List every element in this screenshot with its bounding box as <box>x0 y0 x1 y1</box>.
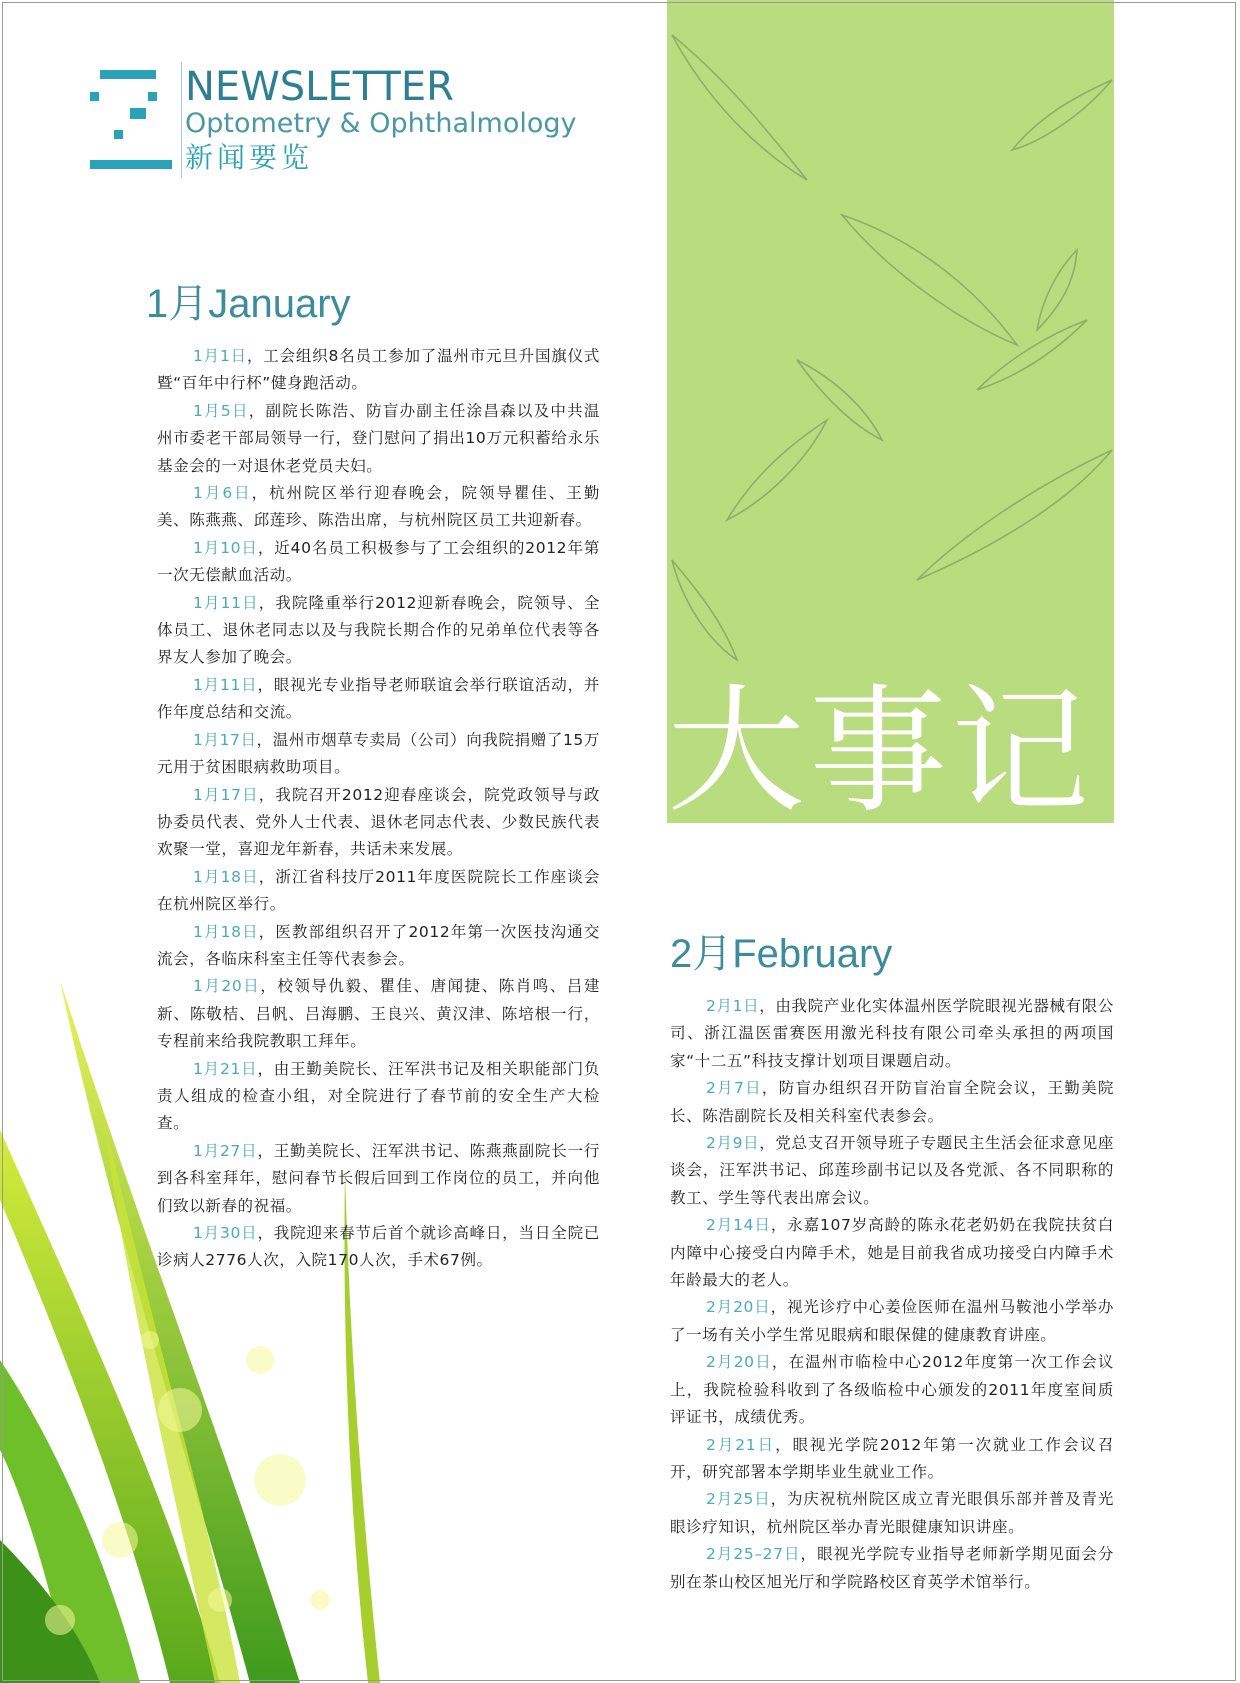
news-entry <box>157 480 600 535</box>
news-entry <box>157 590 600 672</box>
entry-date: 2月21日 <box>706 1435 776 1454</box>
entry-date: 1月20日 <box>193 977 261 996</box>
entry-text: ，工会组织8名员工参加了温州市元旦升国旗仪式暨“百年中行杯”健身跑活动。 <box>157 347 600 393</box>
entry-date: 2月20日 <box>706 1298 771 1317</box>
news-entry <box>157 919 600 974</box>
entry-text: ，医教部组织召开了2012年第一次医技沟通交流会，各临床科室主任等代表参会。 <box>157 922 600 968</box>
january-column <box>157 343 600 1275</box>
news-entry <box>157 782 600 864</box>
entry-date: 1月1日 <box>193 347 247 365</box>
news-entry <box>670 1541 1114 1596</box>
newsletter-subtitle: Optometry & Ophthalmology <box>185 108 577 139</box>
news-entry <box>670 1212 1114 1294</box>
news-entry <box>157 1056 600 1138</box>
entry-text: ，视光诊疗中心姜俭医师在温州马鞍池小学举办了一场有关小学生常见眼病和眼保健的健康教育讲座。 <box>670 1298 1114 1344</box>
logo-divider <box>181 62 182 178</box>
entry-text: ，杭州院区举行迎春晚会，院领导瞿佳、王勤美、陈燕燕、邱莲珍、陈浩出席，与杭州院区员工共迎新春。 <box>157 484 600 530</box>
entry-text: ，由我院产业化实体温州医学院眼视光器械有限公司、浙江温医雷赛医用激光科技有限公司牵头承担的两项国家“十二五”科技支撑计划项目课题启动。 <box>670 997 1115 1070</box>
entry-date: 2月25日 <box>706 1490 771 1509</box>
news-entry <box>670 1432 1114 1487</box>
entry-date: 1月27日 <box>193 1141 258 1160</box>
newsletter-logo-icon <box>90 70 172 170</box>
entry-text: ，眼视光专业指导老师联谊会举行联谊活动，并作年度总结和交流。 <box>157 675 600 722</box>
news-entry <box>157 398 600 480</box>
entry-text: ，防盲办组织召开防盲治盲全院会议，王勤美院长、陈浩副院长及相关科室代表参会。 <box>670 1079 1114 1125</box>
entry-date: 2月7日 <box>706 1079 762 1098</box>
entry-text: ，我院召开2012迎春座谈会，院党政领导与政协委员代表、党外人士代表、退休老同志代表、少数民族代表欢聚一堂，喜迎龙年新春，共话未来发展。 <box>157 785 600 859</box>
entry-text: ，校领导仇毅、瞿佳、唐闻捷、陈肖鸣、吕建新、陈敬桔、吕帆、吕海鹏、王良兴、黄汉津、陈培根一行，专程前来给我院教职工拜年。 <box>157 977 600 1051</box>
news-entry <box>157 727 600 782</box>
entry-text: ，眼视光学院专业指导老师新学期见面会分别在茶山校区旭光厅和学院路校区育英学术馆举行。 <box>670 1545 1115 1591</box>
entry-text: ，王勤美院长、汪军洪书记、陈燕燕副院长一行到各科室拜年，慰问春节长假后回到工作岗位的员工，并向他们致以新春的祝福。 <box>157 1141 600 1215</box>
entry-date: 1月6日 <box>193 484 252 503</box>
news-entry <box>157 343 600 398</box>
news-entry <box>670 1294 1114 1349</box>
entry-date: 1月11日 <box>193 593 259 612</box>
news-entry <box>157 672 600 727</box>
news-entry <box>157 535 600 590</box>
entry-date: 1月17日 <box>193 785 259 804</box>
entry-date: 2月1日 <box>706 997 760 1015</box>
newsletter-title: NEWSLETTER <box>185 64 454 110</box>
entry-text: ，由王勤美院长、汪军洪书记及相关职能部门负责人组成的检查小组，对全院进行了春节前的安全生产大检查。 <box>157 1059 600 1133</box>
entry-text: ，党总支召开领导班子专题民主生活会征求意见座谈会，汪军洪书记、邱莲珍副书记以及各党派、各不同职称的教工、学生等代表出席会议。 <box>670 1134 1115 1207</box>
entry-date: 1月21日 <box>193 1059 258 1078</box>
newsletter-cn-title: 新闻要览 <box>185 141 314 174</box>
february-column <box>670 993 1114 1596</box>
entry-date: 1月18日 <box>193 867 259 886</box>
feature-title: 大事记 <box>667 672 1094 832</box>
news-entry <box>670 1130 1114 1212</box>
news-entry <box>670 993 1114 1075</box>
news-entry <box>670 1486 1114 1541</box>
entry-text: ，近40名员工积极参与了工会组织的2012年第一次无偿献血活动。 <box>157 538 600 585</box>
january-heading-name: January <box>208 282 351 326</box>
february-heading-name: February <box>732 932 893 976</box>
news-entry <box>157 1138 600 1220</box>
news-entry <box>157 1220 600 1275</box>
january-heading-num: 1月 <box>146 282 209 326</box>
entry-date: 1月18日 <box>193 922 259 941</box>
january-heading <box>146 280 351 328</box>
entry-date: 2月25–27日 <box>706 1545 801 1564</box>
entry-date: 1月11日 <box>193 675 258 694</box>
entry-text: ，我院隆重举行2012迎新春晚会，院领导、全体员工、退休老同志以及与我院长期合作的兄弟单位代表等各界友人参加了晚会。 <box>157 593 600 667</box>
entry-text: ，浙江省科技厅2011年度医院院长工作座谈会在杭州院区举行。 <box>157 867 600 914</box>
entry-text: ，温州市烟草专卖局（公司）向我院捐赠了15万元用于贫困眼病救助项目。 <box>157 730 600 777</box>
news-entry <box>670 1075 1114 1130</box>
entry-date: 2月9日 <box>706 1134 760 1153</box>
entry-text: ，我院迎来春节后首个就诊高峰日，当日全院已诊病人2776人次，入院170人次，手术67例。 <box>157 1224 600 1270</box>
february-heading-num: 2月 <box>670 932 733 976</box>
entry-date: 1月5日 <box>193 401 249 420</box>
february-heading <box>670 930 892 978</box>
entry-text: ，永嘉107岁高龄的陈永花老奶奶在我院扶贫白内障中心接受白内障手术，她是目前我省成功接受白内障手术年龄最大的老人。 <box>670 1216 1114 1290</box>
entry-date: 2月20日 <box>706 1353 772 1372</box>
entry-date: 2月14日 <box>706 1216 771 1235</box>
news-entry <box>157 864 600 919</box>
news-entry <box>157 973 600 1055</box>
entry-date: 1月10日 <box>193 538 258 557</box>
entry-date: 1月30日 <box>193 1224 258 1242</box>
entry-text: ，在温州市临检中心2012年度第一次工作会议上，我院检验科收到了各级临检中心颁发的2011年度室间质评证书，成绩优秀。 <box>670 1353 1114 1427</box>
entry-text: ，为庆祝杭州院区成立青光眼俱乐部并普及青光眼诊疗知识，杭州院区举办青光眼健康知识讲座。 <box>670 1490 1114 1536</box>
entry-date: 1月17日 <box>193 730 257 749</box>
entry-text: ，眼视光学院2012年第一次就业工作会议召开，研究部署本学期毕业生就业工作。 <box>670 1435 1114 1481</box>
news-entry <box>670 1349 1114 1431</box>
entry-text: ，副院长陈浩、防盲办副主任涂昌森以及中共温州市委老干部局领导一行，登门慰问了捐出10万元积蓄给永乐基金会的一对退休老党员夫妇。 <box>157 401 601 475</box>
